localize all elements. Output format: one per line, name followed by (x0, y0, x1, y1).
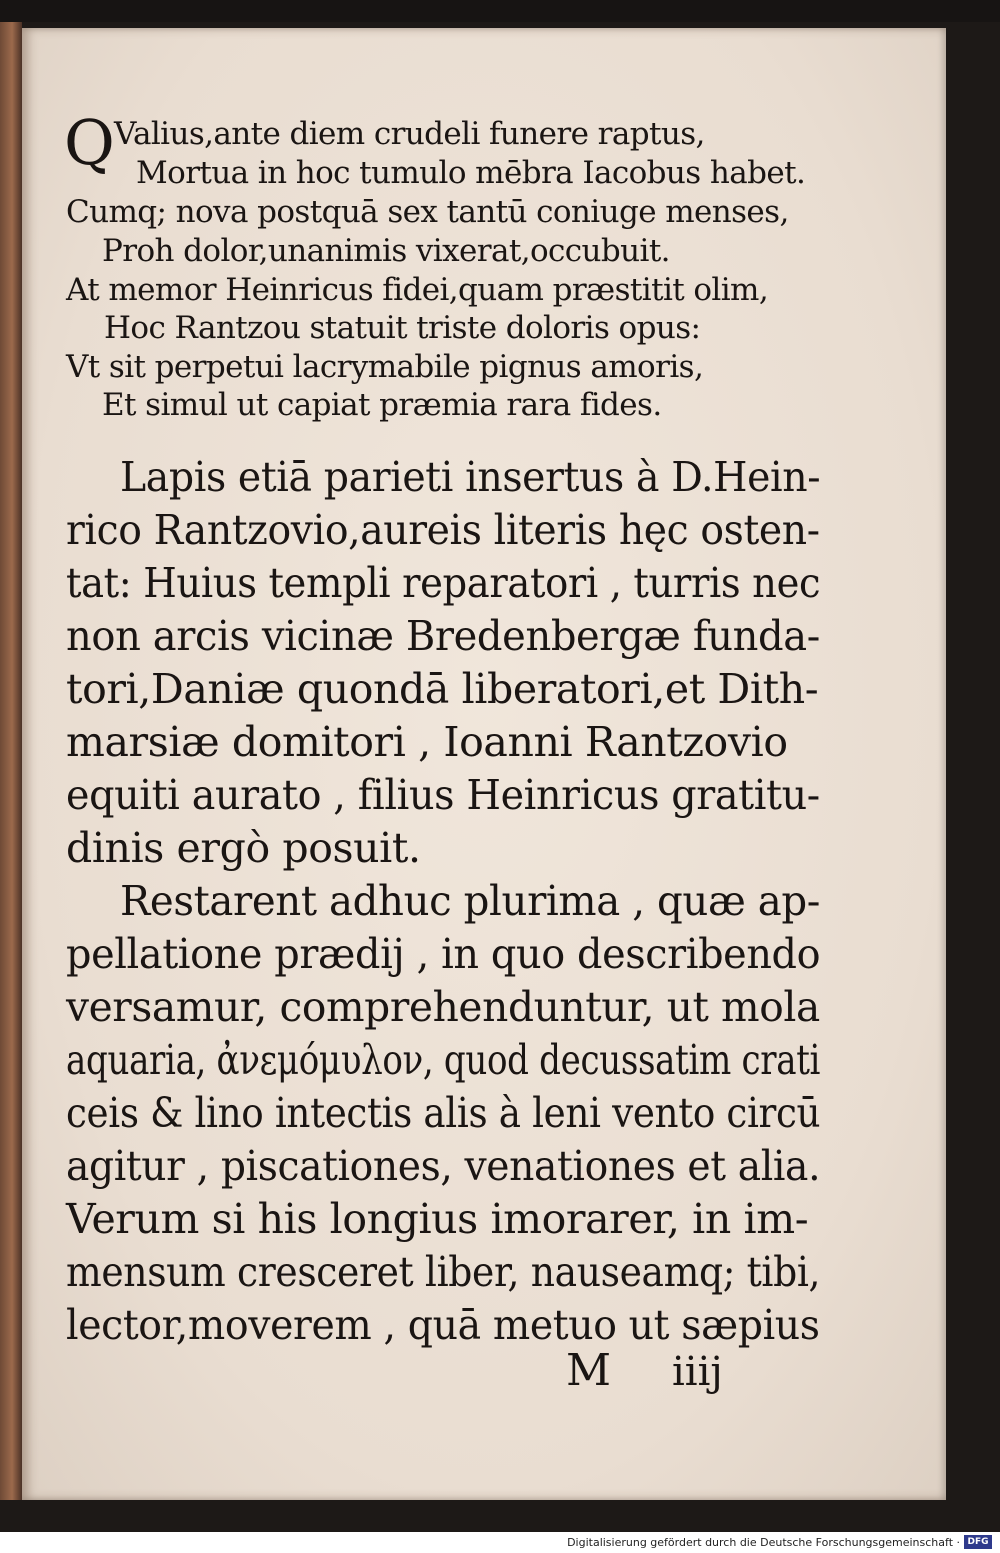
prose-line: Verum si his longius imorarer, in im- (66, 1195, 809, 1243)
prose-line: ceis & lino intectis alis à leni vento circū (66, 1089, 821, 1137)
prose-line: pellatione prædij , in quo describendo (66, 930, 821, 978)
folio-number: iiij (672, 1349, 723, 1395)
verse-line: Et simul ut capiat præmia rara fides. (102, 387, 662, 423)
verse-line: Cumq; nova postquā sex tantū coniuge menses, (66, 194, 789, 230)
prose-line: agitur , piscationes, venationes et alia. (66, 1142, 821, 1190)
verse-line: Mortua in hoc tumulo mēbra Iacobus habet. (136, 155, 806, 191)
prose-line: tori,Daniæ quondā liberatori,et Dith- (66, 665, 819, 713)
verse-line: Hoc Rantzou statuit triste doloris opus: (104, 310, 701, 346)
footer-bar (0, 1532, 1000, 1553)
signature-mark: M (566, 1345, 612, 1396)
prose-line: tat: Huius templi reparatori , turris nec (66, 559, 821, 607)
prose-line: aquaria, ἀνεμόμυλον, quod decussatim crati (66, 1036, 821, 1084)
prose-line: equiti aurato , filius Heinricus gratitu- (66, 771, 820, 819)
prose-line: versamur, comprehenduntur, ut mola (66, 983, 820, 1031)
prose-line: lector,moverem , quā metuo ut sæpius (66, 1301, 820, 1349)
drop-cap: Q (64, 106, 115, 179)
scan-top-edge (0, 0, 1000, 22)
prose-line: dinis ergò posuit. (66, 824, 421, 872)
verse-line: Valius,ante diem crudeli funere raptus, (114, 116, 705, 152)
dfg-logo: DFG (964, 1535, 992, 1549)
prose-line: Restarent adhuc plurima , quæ ap- (120, 877, 821, 925)
prose-line: mensum cresceret liber, nauseamq; tibi, (66, 1248, 821, 1296)
book-binding-edge (0, 22, 22, 1500)
funding-credit: Digitalisierung gefördert durch die Deutsche Forschungsgemeinschaft · (567, 1536, 960, 1549)
prose-line: marsiæ domitori , Ioanni Rantzovio (66, 718, 788, 766)
prose-line: Lapis etiā parieti insertus à D.Hein- (120, 453, 821, 501)
verse-line: Proh dolor,unanimis vixerat,occubuit. (102, 233, 670, 269)
verse-line: At memor Heinricus fidei,quam præstitit olim, (66, 272, 769, 308)
verse-line: Vt sit perpetui lacrymabile pignus amoris, (66, 349, 704, 385)
prose-line: non arcis vicinæ Bredenbergæ funda- (66, 612, 820, 660)
prose-line: rico Rantzovio,aureis literis hęc osten- (66, 506, 820, 554)
